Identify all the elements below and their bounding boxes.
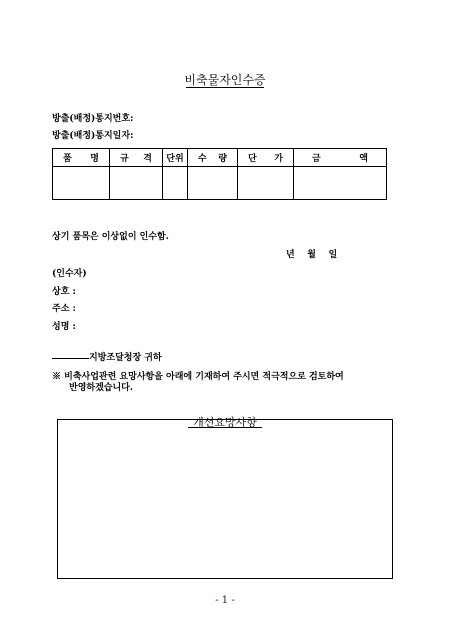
page-number: - 1 - [215, 595, 235, 606]
improvement-request-box[interactable] [57, 419, 393, 579]
cell-unit-price[interactable] [238, 167, 294, 200]
header-amount: 금 액 [294, 149, 387, 167]
header-spec: 규 격 [110, 149, 163, 167]
header-unit-price: 단 가 [238, 149, 294, 167]
table-row [53, 167, 387, 200]
date-line: 년 월 일 [286, 250, 338, 260]
header-item-name: 품 명 [53, 149, 110, 167]
title-underline [186, 87, 264, 88]
addressee-text: 지방조달청장 귀하 [89, 353, 162, 363]
address-label: 주소 : [52, 304, 76, 314]
company-label: 상호 : [52, 287, 76, 297]
note-line-1: ※ 비축사업관련 요망사항을 아래에 기재하여 주시면 적극적으로 검토하여 [52, 372, 344, 382]
note-line-2: 반영하겠습니다. [69, 383, 133, 393]
recipient-label: (인수자) [52, 269, 87, 279]
header-quantity: 수 량 [188, 149, 238, 167]
office-name-blank[interactable] [52, 358, 89, 359]
notice-date-label: 방출(배정)통지일자: [52, 131, 134, 141]
cell-item-name[interactable] [53, 167, 110, 200]
statement-text: 상기 품목은 이상없이 인수함. [52, 232, 169, 242]
cell-unit[interactable] [163, 167, 188, 200]
document-title: 비축물자인수증 [184, 73, 266, 87]
cell-amount[interactable] [294, 167, 387, 200]
notice-number-label: 방출(배정)통지번호: [52, 114, 134, 124]
table-header-row [53, 149, 387, 167]
items-table [52, 148, 387, 200]
name-label: 성명 : [52, 322, 76, 332]
cell-quantity[interactable] [188, 167, 238, 200]
cell-spec[interactable] [110, 167, 163, 200]
section-title: 개선요망사항 [193, 416, 257, 429]
header-unit: 단위 [163, 149, 188, 167]
